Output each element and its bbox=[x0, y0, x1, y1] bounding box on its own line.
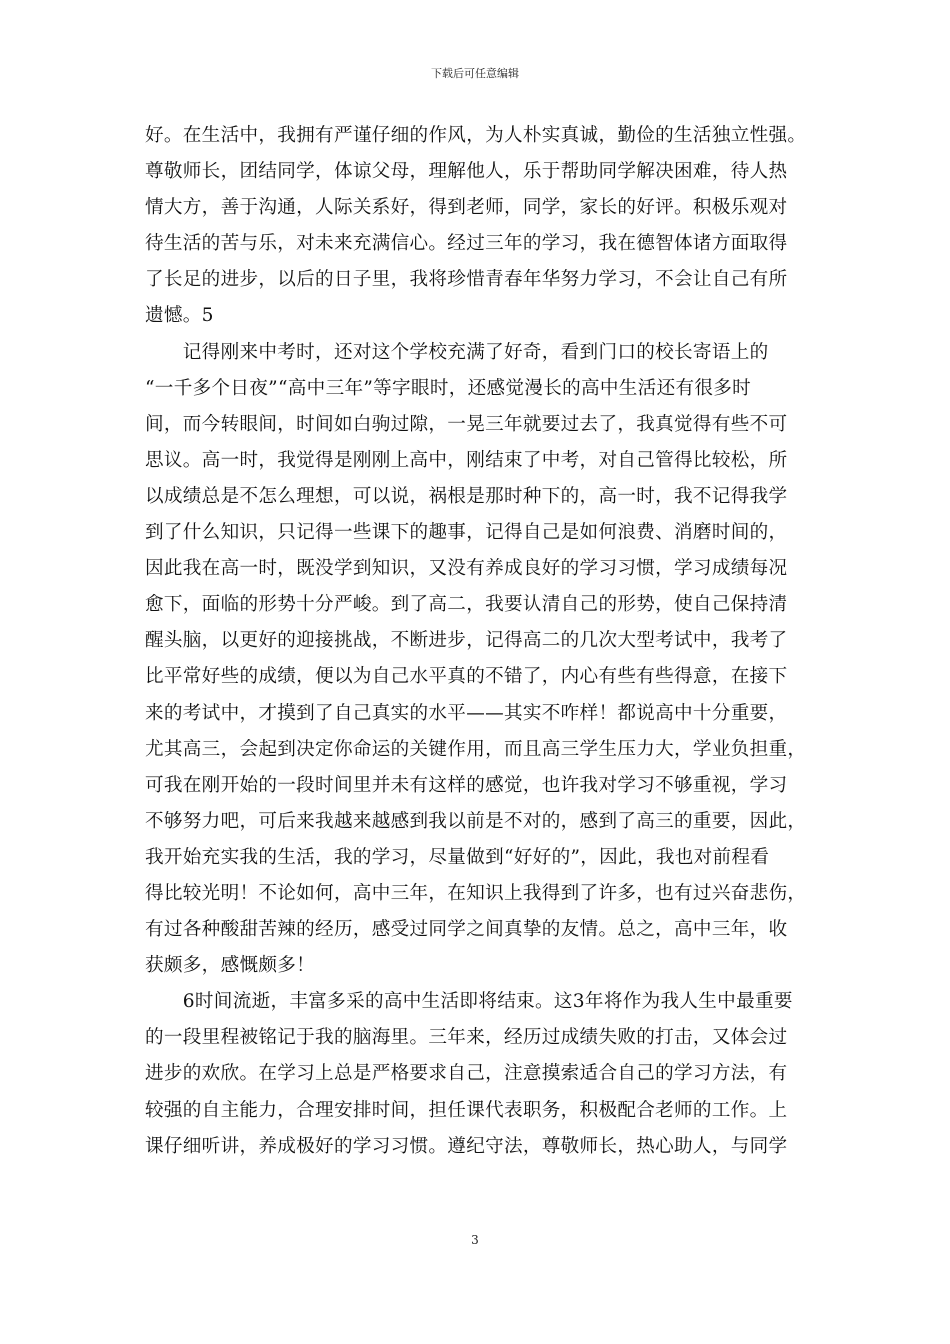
text-line: 到了什么知识，只记得一些课下的趣事，记得自己是如何浪费、消磨时间的， bbox=[145, 522, 788, 544]
text-line: 以成绩总是不怎么理想，可以说，祸根是那时种下的，高一时，我不记得我学 bbox=[145, 485, 788, 507]
text-line: 课仔细听讲，养成极好的学习习惯。遵纪守法，尊敬师长，热心助人，与同学 bbox=[145, 1135, 788, 1157]
text-line: 得比较光明！不论如何，高中三年，在知识上我得到了许多，也有过兴奋悲伤， bbox=[145, 882, 807, 904]
page-number: 3 bbox=[471, 1233, 479, 1247]
paragraph-3 bbox=[145, 984, 805, 1164]
text-line: 间，而今转眼间，时间如白驹过隙，一晃三年就要过去了，我真觉得有些不可 bbox=[145, 413, 788, 435]
text-line: 好。在生活中，我拥有严谨仔细的作风，为人朴实真诚，勤俭的生活独立性强。 bbox=[145, 125, 807, 146]
text-line: 可我在刚开始的一段时间里并未有这样的感觉，也许我对学习不够重视，学习 bbox=[145, 774, 788, 796]
text-line: 比平常好些的成绩，便以为自己水平真的不错了，内心有些有些得意，在接下 bbox=[145, 666, 788, 688]
text-line: 待生活的苦与乐，对未来充满信心。经过三年的学习，我在德智体诸方面取得 bbox=[145, 233, 788, 255]
document-body bbox=[145, 118, 805, 1165]
text-line: 情大方，善于沟通，人际关系好，得到老师，同学，家长的好评。积极乐观对 bbox=[145, 197, 788, 219]
text-line: 有过各种酸甜苦辣的经历，感受过同学之间真挚的友情。总之，高中三年，收 bbox=[145, 919, 788, 941]
text-line: “一千多个日夜”“高中三年”等字眼时，还感觉漫长的高中生活还有很多时 bbox=[145, 377, 752, 399]
paragraph-2 bbox=[145, 335, 805, 985]
page-header: 下载后可任意编辑 bbox=[431, 67, 519, 80]
text-line: 的一段里程被铭记于我的脑海里。三年来，经历过成绩失败的打击，又体会过 bbox=[145, 1027, 788, 1049]
text-line: 获颇多，感慨颇多！ bbox=[145, 955, 316, 977]
text-line: 不够努力吧，可后来我越来越感到我以前是不对的，感到了高三的重要，因此， bbox=[145, 810, 807, 832]
text-line: 尤其高三，会起到决定你命运的关键作用，而且高三学生压力大，学业负担重， bbox=[145, 738, 807, 760]
text-line: 记得刚来中考时，还对这个学校充满了好奇，看到门口的校长寄语上的 bbox=[145, 341, 769, 363]
text-line: 愈下，面临的形势十分严峻。到了高二，我要认清自己的形势，使自己保持清 bbox=[145, 594, 788, 616]
text-line: 来的考试中，才摸到了自己真实的水平——其实不咋样！都说高中十分重要， bbox=[145, 702, 788, 724]
text-line: 醒头脑，以更好的迎接挑战，不断进步，记得高二的几次大型考试中，我考了 bbox=[145, 630, 788, 652]
text-line: 6时间流逝，丰富多采的高中生活即将结束。这3年将作为我人生中最重要 bbox=[145, 991, 793, 1013]
text-line: 尊敬师长，团结同学，体谅父母，理解他人，乐于帮助同学解决困难，待人热 bbox=[145, 161, 788, 183]
text-line: 思议。高一时，我觉得是刚刚上高中，刚结束了中考，对自己管得比较松，所 bbox=[145, 449, 788, 471]
text-line: 较强的自主能力，合理安排时间，担任课代表职务，积极配合老师的工作。上 bbox=[145, 1099, 788, 1121]
paragraph-1 bbox=[145, 118, 805, 335]
text-line: 我开始充实我的生活，我的学习，尽量做到“好好的”，因此，我也对前程看 bbox=[145, 846, 770, 868]
text-line: 了长足的进步，以后的日子里，我将珍惜青春年华努力学习，不会让自己有所 bbox=[145, 269, 788, 291]
text-line: 进步的欢欣。在学习上总是严格要求自己，注意摸索适合自己的学习方法，有 bbox=[145, 1063, 788, 1085]
text-line: 因此我在高一时，既没学到知识，又没有养成良好的学习习惯，学习成绩每况 bbox=[145, 558, 788, 580]
text-line: 遗憾。5 bbox=[145, 305, 214, 327]
